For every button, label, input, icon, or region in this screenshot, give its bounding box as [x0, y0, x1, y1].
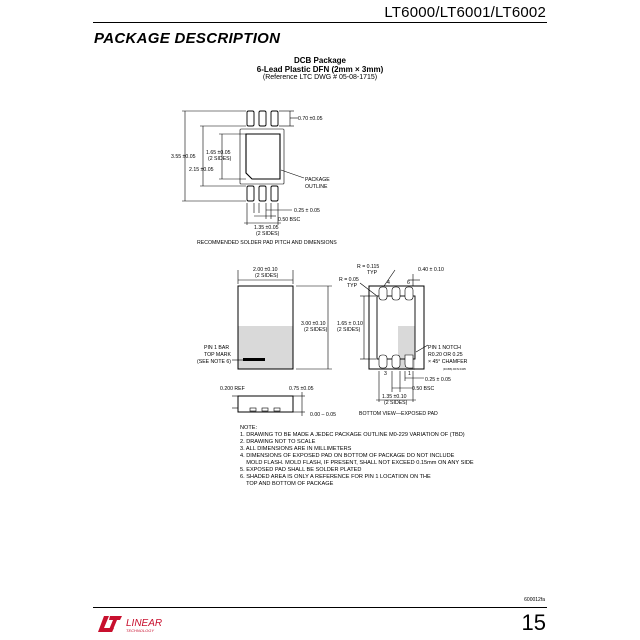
linear-technology-logo [96, 612, 186, 639]
recommended-caption: RECOMMENDED SOLDER PAD PITCH AND DIMENSIONS [197, 240, 337, 246]
pin-1-label: 1 [408, 371, 411, 377]
dim-165-bottom: 1.65 ± 0.10 [337, 321, 363, 327]
dim-200: 2.00 ±0.10 [253, 267, 278, 273]
r005-label: R = 0.05 [339, 277, 359, 283]
r0115-typ: TYP [367, 270, 378, 276]
outline-label-2: OUTLINE [305, 184, 328, 190]
pin1-bar-label-1: PIN 1 BAR [204, 345, 230, 351]
dim-025: 0.25 ± 0.05 [294, 208, 320, 214]
package-type: 6-Lead Plastic DFN (2mm × 3mm) [256, 65, 384, 74]
note-line: 2. DRAWING NOT TO SCALE [240, 439, 316, 445]
side-view [232, 392, 305, 416]
note-line: 3. ALL DIMENSIONS ARE IN MILLIMETERS [240, 446, 352, 452]
dim-050: 0.50 BSC [278, 217, 301, 223]
package-reference: (Reference LTC DWG # 05-08-1715) [262, 74, 378, 81]
notch-label-1: PIN 1 NOTCH [428, 345, 461, 351]
note-line: 4. DIMENSIONS OF EXPOSED PAD ON BOTTOM OF PACKAGE DO NOT INCLUDE [240, 453, 455, 459]
pin-4-label: 4 [387, 280, 390, 286]
dim-070: 0.70 ±0.05 [298, 116, 323, 122]
dim-135-bottom-sides: (2 SIDES) [384, 400, 408, 406]
notes-title: NOTE: [240, 425, 258, 431]
dim-215: 2.15 ±0.05 [189, 167, 214, 173]
pin-6-label: 6 [407, 280, 410, 286]
dim-040: 0.40 ± 0.10 [418, 267, 444, 273]
pin1-bar-label-3: (SEE NOTE 6) [197, 359, 232, 365]
bottom-view-caption: BOTTOM VIEW—EXPOSED PAD [359, 411, 438, 417]
note-line: 1. DRAWING TO BE MADE A JEDEC PACKAGE OUTLINE M0-229 VARIATION OF (TBD) [240, 432, 465, 438]
dim-135-bottom: 1.35 ±0.10 [382, 394, 407, 400]
outline-label-1: PACKAGE [305, 177, 330, 183]
top-view [232, 270, 332, 369]
dim-050-bottom: 0.50 BSC [412, 386, 435, 392]
dim-ref: 0.200 REF [220, 386, 245, 392]
notch-label-2: R0.20 OR 0.25 [428, 352, 463, 358]
pin1-bar-label-2: TOP MARK [204, 352, 231, 358]
r0115-label: R = 0.115 [357, 264, 380, 270]
dim-355: 3.55 ±0.05 [171, 154, 196, 160]
document-id: 600012fa [524, 597, 545, 603]
dim-000: 0.00 – 0.05 [310, 412, 336, 418]
notch-label-3: × 45° CHAMFER [428, 359, 468, 365]
page-number: 15 [521, 610, 546, 635]
dim-165-bottom-sides: (2 SIDES) [337, 327, 361, 333]
dim-165-sides: (2 SIDES) [208, 156, 232, 162]
package-name: DCB Package [293, 56, 347, 65]
dim-200-sides: (2 SIDES) [255, 273, 279, 279]
dim-300: 3.00 ±0.10 [301, 321, 326, 327]
running-header: LT6000/LT6001/LT6002 [384, 4, 546, 21]
r005-typ: TYP [347, 283, 358, 289]
note-line: TOP AND BOTTOM OF PACKAGE [240, 481, 334, 487]
drawing-code: (DCB6) DFN 0405 [443, 367, 466, 371]
dim-135-sides: (2 SIDES) [256, 231, 280, 237]
dim-135: 1.35 ±0.05 [254, 225, 279, 231]
notes-block [240, 425, 474, 488]
dim-025-bottom: 0.25 ± 0.05 [425, 377, 451, 383]
note-line: 5. EXPOSED PAD SHALL BE SOLDER PLATED [240, 467, 362, 473]
note-line: MOLD FLASH. MOLD FLASH, IF PRESENT, SHALL NOT EXCEED 0.15mm ON ANY SIDE [240, 460, 474, 466]
pin-3-label: 3 [384, 371, 387, 377]
note-line: 6. SHADED AREA IS ONLY A REFERENCE FOR PIN 1 LOCATION ON THE [240, 474, 431, 480]
dim-300-sides: (2 SIDES) [304, 327, 328, 333]
logo-text: LINEAR [126, 618, 163, 629]
footer-rule [93, 607, 547, 608]
dim-165: 1.65 ±0.05 [206, 150, 231, 156]
section-title: PACKAGE DESCRIPTION [94, 30, 281, 47]
bottom-view [360, 270, 428, 402]
dim-075: 0.75 ±0.05 [289, 386, 314, 392]
logo-subtext: TECHNOLOGY [126, 628, 155, 633]
